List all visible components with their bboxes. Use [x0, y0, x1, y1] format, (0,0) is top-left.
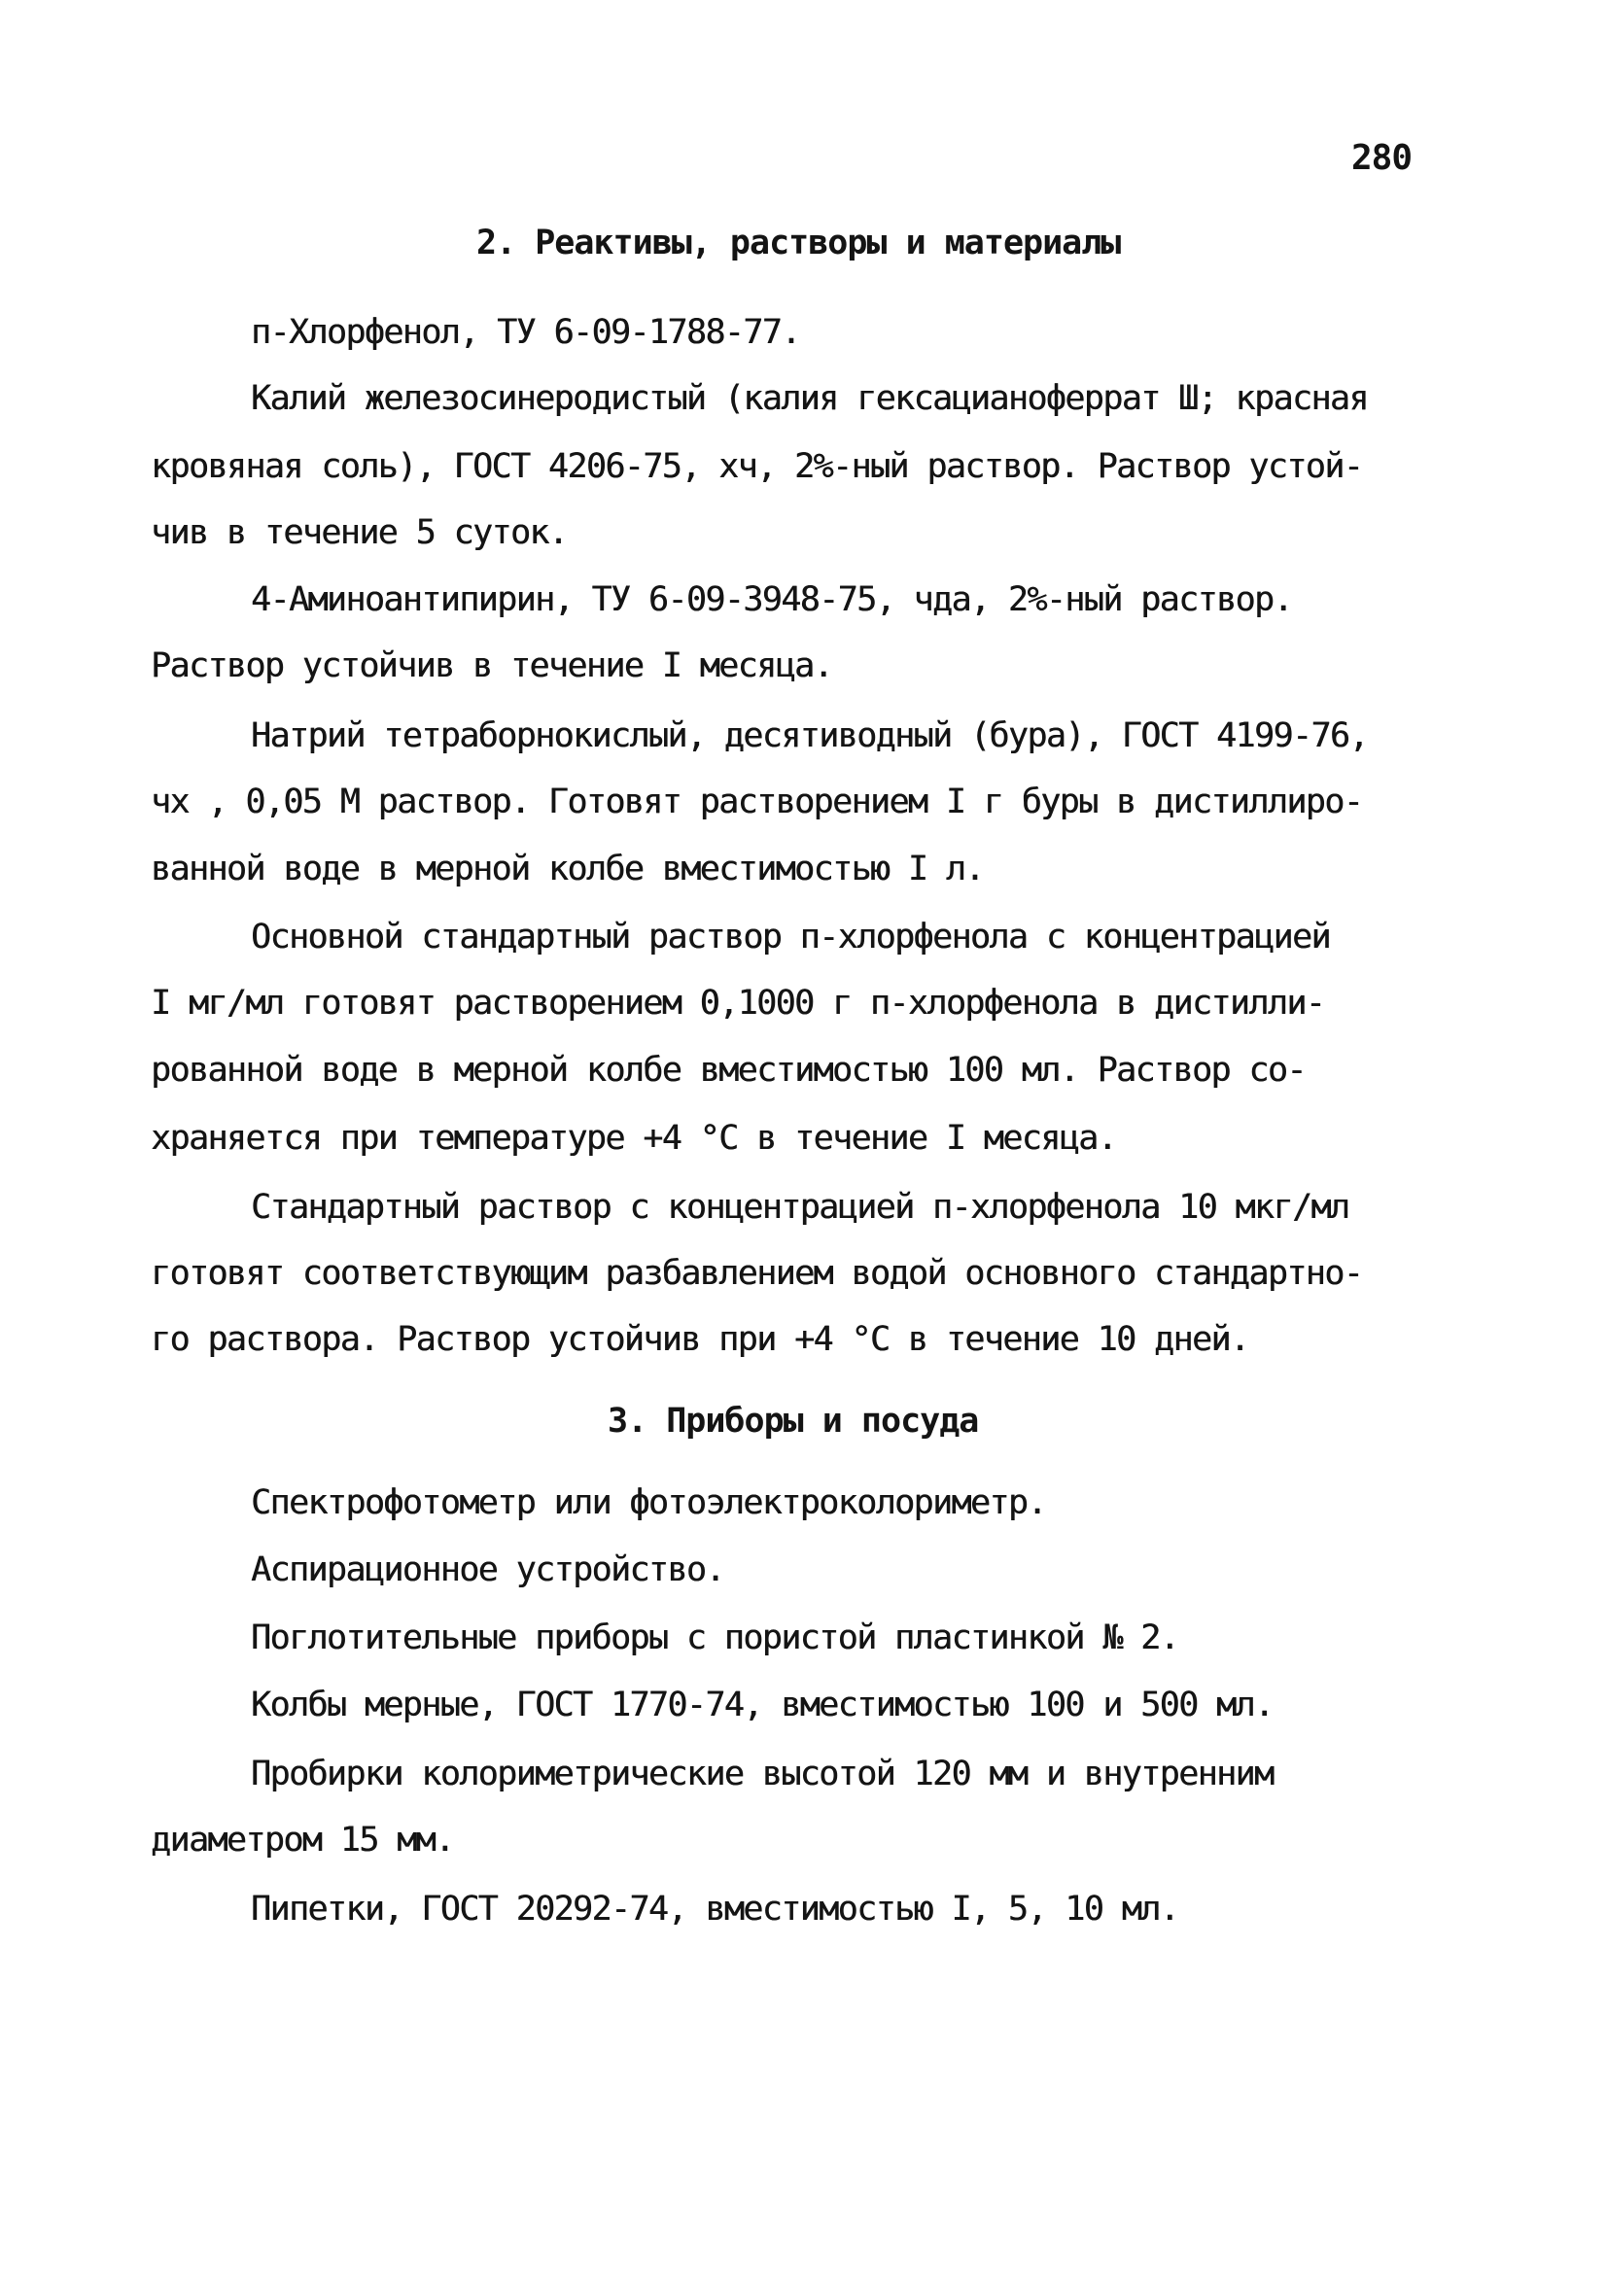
text-line: рованной воде в мерной колбе вместимостью 100 мл. Раствор со- [151, 1051, 1306, 1090]
text-line: Аспирационное устройство. [251, 1550, 724, 1589]
text-line: Пипетки, ГОСТ 20292-74, вместимостью I, 5, 10 мл. [251, 1890, 1179, 1929]
text-line: Пробирки колориметрические высотой 120 мм и внутренним [251, 1755, 1274, 1793]
section-3-heading: 3. Приборы и посуда [608, 1402, 979, 1441]
section-2-heading: 2. Реактивы, растворы и материалы [476, 224, 1121, 262]
text-line: п-Хлорфенол, ТУ 6-09-1788-77. [251, 313, 800, 352]
text-line: Калий железосинеродистый (калия гексацианоферрат Ш; красная [251, 379, 1368, 418]
text-line: чив в течение 5 суток. [151, 513, 568, 552]
text-line: Поглотительные приборы с пористой пластинкой № 2. [251, 1618, 1179, 1657]
text-line: кровяная соль), ГОСТ 4206-75, хч, 2%-ный раствор. Раствор устой- [151, 447, 1363, 486]
page-number: 280 [1351, 138, 1413, 178]
text-line: I мг/мл готовят растворением 0,1000 г п-хлорфенола в дистилли- [151, 984, 1325, 1023]
text-line: готовят соответствующим разбавлением водой основного стандартно- [151, 1254, 1363, 1293]
text-line: Основной стандартный раствор п-хлорфенола с концентрацией [251, 918, 1330, 957]
text-line: Колбы мерные, ГОСТ 1770-74, вместимостью 100 и 500 мл. [251, 1686, 1274, 1724]
text-line: 4-Аминоантипирин, ТУ 6-09-3948-75, чда, 2%-ный раствор. [251, 580, 1292, 619]
text-line: храняется при температуре +4 °С в течение I месяца. [151, 1119, 1117, 1158]
text-line: Раствор устойчив в течение I месяца. [151, 646, 832, 685]
text-line: Стандартный раствор с концентрацией п-хлорфенола 10 мкг/мл [251, 1188, 1349, 1227]
text-line: ванной воде в мерной колбе вместимостью I л. [151, 850, 984, 888]
text-line: Спектрофотометр или фотоэлектроколориметр. [251, 1483, 1046, 1522]
text-line: чх , 0,05 М раствор. Готовят растворением I г буры в дистиллиро- [151, 783, 1363, 821]
text-line: Натрий тетраборнокислый, десятиводный (бура), ГОСТ 4199-76, [251, 716, 1368, 755]
text-line: диаметром 15 мм. [151, 1821, 454, 1860]
text-line: го раствора. Раствор устойчив при +4 °С в течение 10 дней. [151, 1320, 1249, 1359]
